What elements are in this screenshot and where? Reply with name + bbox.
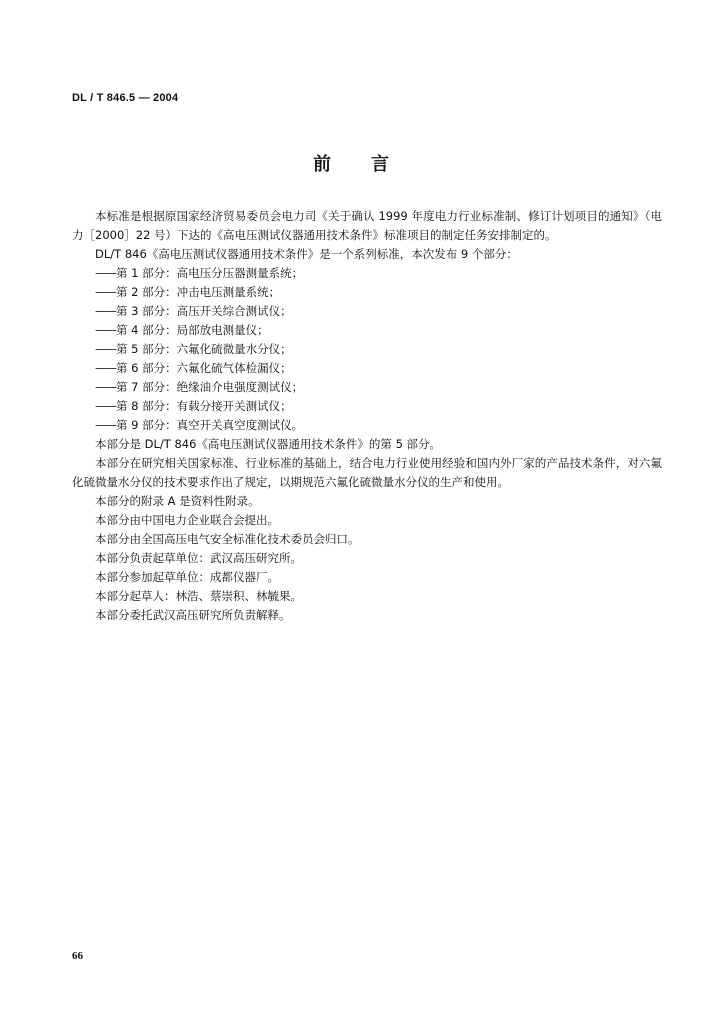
page-number: 66 [72,950,83,962]
paragraph-committee: 本部分由全国高压电气安全标准化技术委员会归口。 [95,532,360,546]
paragraph-drafters: 本部分起草人：林浩、蔡崇积、林毓果。 [95,589,302,603]
paragraph-purpose: 本部分在研究相关国家标准、行业标准的基础上，结合电力行业使用经验和国内外厂家的产品技术条件，对六氟化硫微量水分仪的技术要求作出了规定，以期规范六氟化硫微量水分仪的生产和使用。 [72,456,662,489]
list-item: ——第 3 部分：高压开关综合测试仪； [95,304,292,318]
page-title: 前言 [313,154,429,175]
paragraph-origin: 本标准是根据原国家经济贸易委员会电力司《关于确认 1999 年度电力行业标准制、修订计划项目的通知》（电力［2000］22 号）下达的《高电压测试仪器通用技术条件》标准项目的制定任务安排制定的。 [72,209,662,242]
paragraph-part-number: 本部分是 DL/T 846《高电压测试仪器通用技术条件》的第 5 部分。 [95,437,442,451]
list-item: ——第 6 部分：六氟化硫气体检漏仪； [95,361,292,375]
list-item: ——第 9 部分：真空开关真空度测试仪。 [95,418,304,432]
paragraph-series-intro: DL/T 846《高电压测试仪器通用技术条件》是一个系列标准，本次发布 9 个部分： [95,247,518,261]
list-item: ——第 2 部分：冲击电压测量系统； [95,285,281,299]
paragraph-interpretation: 本部分委托武汉高压研究所负责解释。 [95,608,291,622]
paragraph-participating-unit: 本部分参加起草单位：成都仪器厂。 [95,570,279,584]
list-item: ——第 7 部分：绝缘油介电强度测试仪； [95,380,304,394]
list-item: ——第 8 部分：有载分接开关测试仪； [95,399,292,413]
paragraph-proposer: 本部分由中国电力企业联合会提出。 [95,513,279,527]
paragraph-drafting-unit: 本部分负责起草单位：武汉高压研究所。 [95,551,302,565]
foreword-body [72,207,662,625]
paragraph-annex: 本部分的附录 A 是资料性附录。 [95,494,260,508]
standard-code: DL / T 846.5 — 2004 [72,92,179,104]
list-item: ——第 5 部分：六氟化硫微量水分仪； [95,342,292,356]
parts-list [72,264,662,435]
list-item: ——第 4 部分：局部放电测量仪； [95,323,269,337]
list-item: ——第 1 部分：高电压分压器测量系统； [95,266,304,280]
